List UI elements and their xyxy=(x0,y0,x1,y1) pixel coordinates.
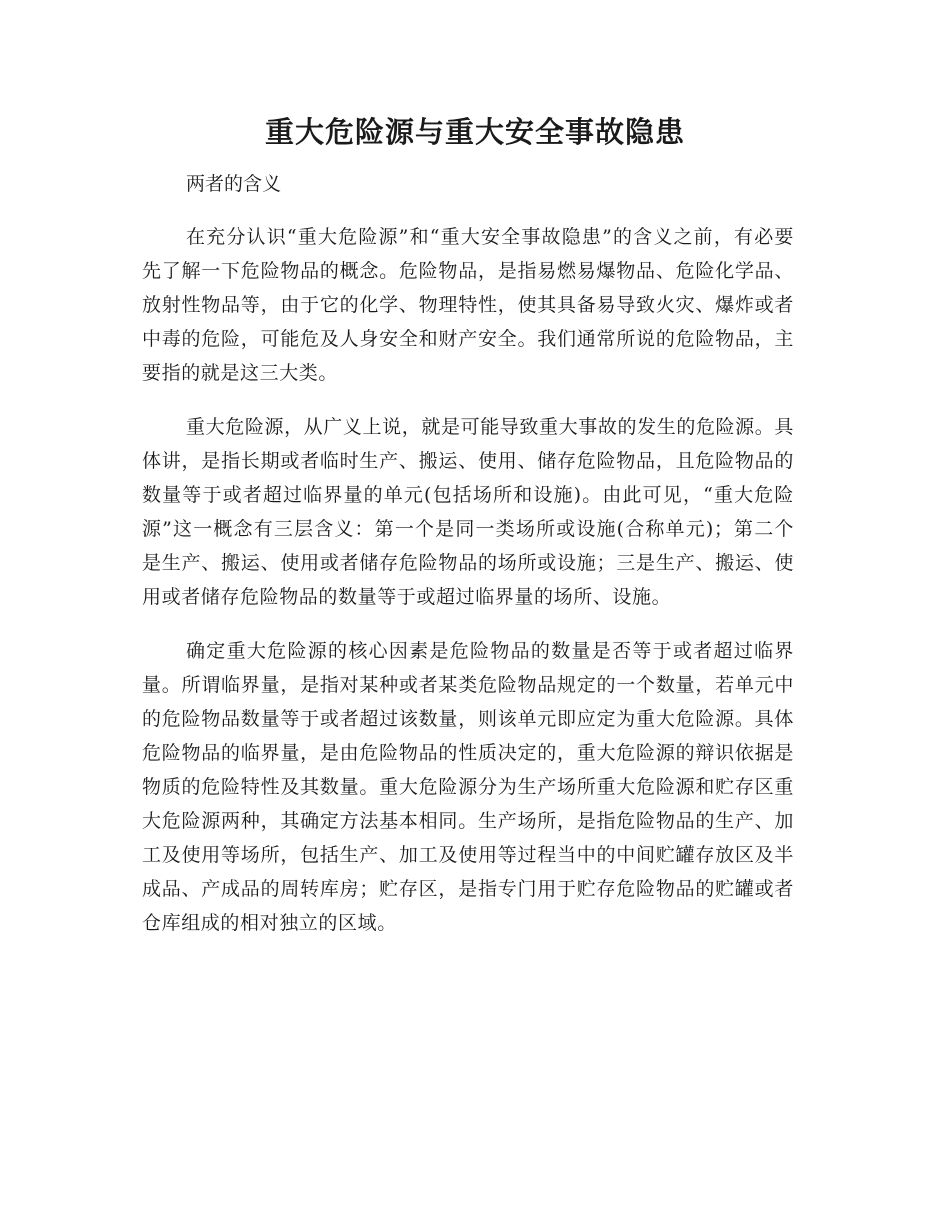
document-title: 重大危险源与重大安全事故隐患 xyxy=(264,115,685,149)
paragraph-2: 重大危险源，从广义上说，就是可能导致重大事故的发生的危险源。具体讲，是指长期或者临时生产、搬运、使用、储存危险物品，且危险物品的数量等于或者超过临界量的单元(包括场所和设施)。由此可见，“重大危险源”这一概念有三层含义：第一个是同一类场所或设施(合称单元)；第二个是生产、搬运、使用或者储存危险物品的场所或设施；三是生产、搬运、使用或者储存危险物品的数量等于或超过临界量的场所、设施。 xyxy=(142,416,794,608)
paragraph-1: 在充分认识“重大危险源”和“重大安全事故隐患”的含义之前，有必要先了解一下危险物品的概念。危险物品，是指易燃易爆物品、危险化学品、放射性物品等，由于它的化学、物理特性，使其具备易导致火灾、爆炸或者中毒的危险，可能危及人身安全和财产安全。我们通常所说的危险物品，主要指的就是这三大类。 xyxy=(142,226,794,384)
paragraph-3: 确定重大危险源的核心因素是危险物品的数量是否等于或者超过临界量。所谓临界量，是指对某种或者某类危险物品规定的一个数量，若单元中的危险物品数量等于或者超过该数量，则该单元即应定为重大危险源。具体危险物品的临界量，是由危险物品的性质决定的，重大危险源的辩识依据是物质的危险特性及其数量。重大危险源分为生产场所重大危险源和贮存区重大危险源两种，其确定方法基本相同。生产场所，是指危险物品的生产、加工及使用等场所，包括生产、加工及使用等过程当中的中间贮罐存放区及半成品、产成品的周转库房；贮存区，是指专门用于贮存危险物品的贮罐或者仓库组成的相对独立的区域。 xyxy=(142,640,794,934)
section-subheading: 两者的含义 xyxy=(186,173,282,195)
document-body xyxy=(142,168,794,960)
